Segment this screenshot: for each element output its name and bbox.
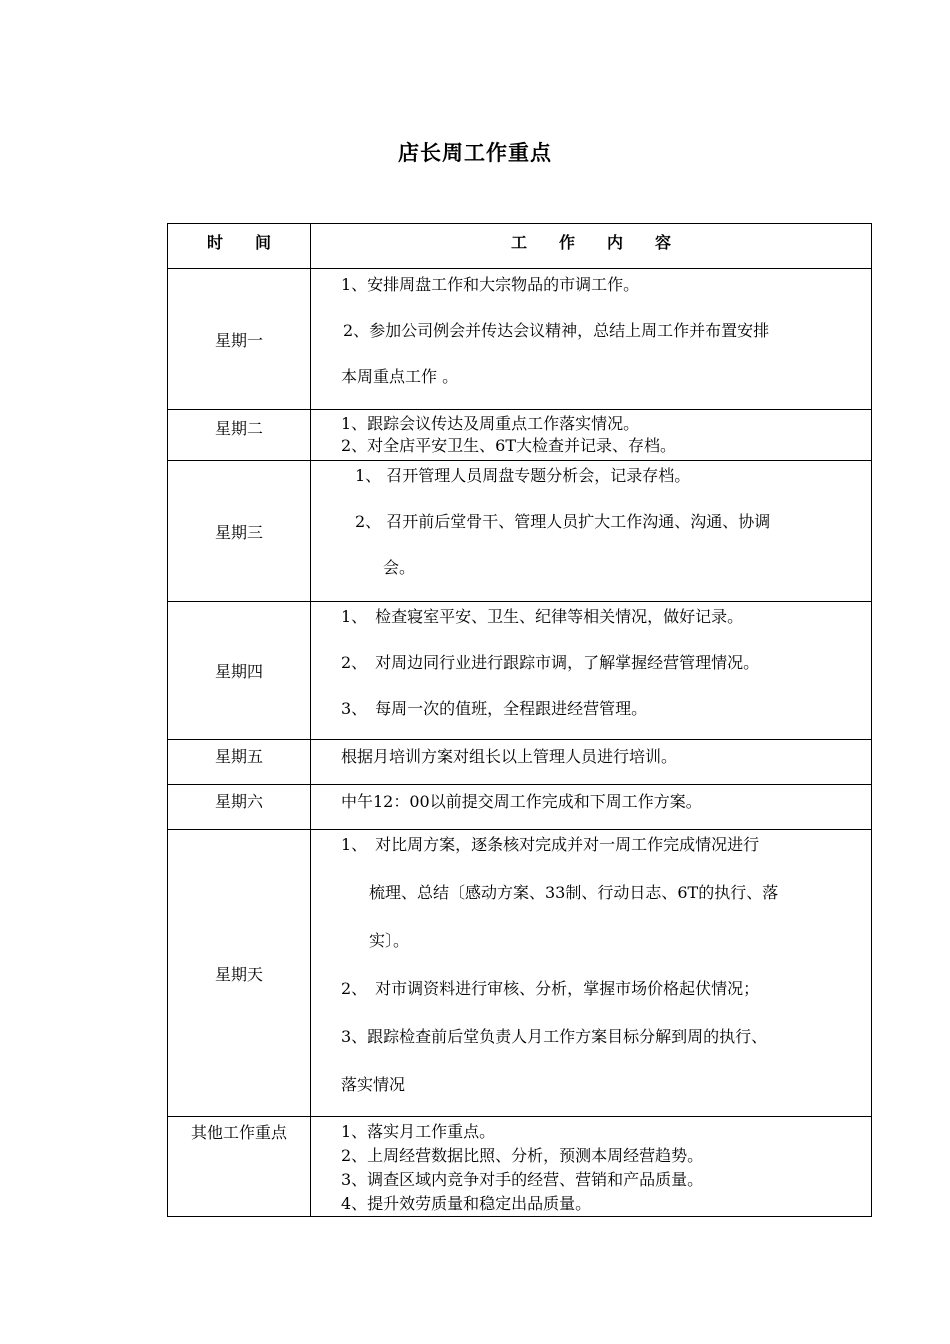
day-cell: 星期天 (168, 830, 311, 1117)
content-line: 4、提升效劳质量和稳定出品质量。 (341, 1194, 592, 1213)
content-line: 3、 每周一次的值班，全程跟进经营管理。 (341, 699, 648, 718)
content-cell (311, 269, 872, 410)
day-cell: 星期五 (168, 740, 311, 785)
content-cell (311, 410, 872, 461)
content-cell (311, 1117, 872, 1217)
table-row (168, 785, 872, 830)
content-line: 1、 召开管理人员周盘专题分析会，记录存档。 (355, 466, 691, 485)
content-cell (311, 830, 872, 1117)
content-cell (311, 602, 872, 740)
content-line: 1、落实月工作重点。 (341, 1122, 496, 1141)
content-line: 1、安排周盘工作和大宗物品的市调工作。 (341, 275, 640, 294)
content-line: 2、参加公司例会并传达会议精神，总结上周工作并布置安排 (343, 321, 770, 340)
content-line: 会。 (383, 558, 416, 577)
table-row (168, 830, 872, 1117)
content-cell (311, 740, 872, 785)
day-cell: 星期二 (168, 410, 311, 461)
content-line: 落实情况 (341, 1075, 406, 1094)
header-time: 时 间 (168, 224, 311, 269)
content-line: 1、跟踪会议传达及周重点工作落实情况。 (341, 414, 640, 433)
table-row (168, 602, 872, 740)
content-line: 实〕。 (369, 931, 410, 950)
table-row (168, 461, 872, 602)
day-cell: 星期三 (168, 461, 311, 602)
day-cell: 其他工作重点 (168, 1117, 311, 1217)
day-cell: 星期一 (168, 269, 311, 410)
table-row (168, 410, 872, 461)
content-cell (311, 461, 872, 602)
table-header-row (168, 224, 872, 269)
content-line: 3、调查区域内竞争对手的经营、营销和产品质量。 (341, 1170, 704, 1189)
content-line: 1、 对比周方案，逐条核对完成并对一周工作完成情况进行 (341, 835, 760, 854)
day-cell: 星期四 (168, 602, 311, 740)
day-cell: 星期六 (168, 785, 311, 830)
content-line: 根据月培训方案对组长以上管理人员进行培训。 (341, 747, 678, 766)
content-line: 2、对全店平安卫生、6T大检查并记录、存档。 (341, 436, 677, 455)
content-line: 2、 召开前后堂骨干、管理人员扩大工作沟通、沟通、协调 (355, 512, 771, 531)
page-title: 店长周工作重点 (398, 140, 552, 165)
content-line: 中午12：00以前提交周工作完成和下周工作方案。 (341, 792, 702, 811)
content-line: 梳理、总结〔感动方案、33制、行动日志、6T的执行、落 (369, 883, 779, 902)
content-line: 2、 对市调资料进行审核、分析，掌握市场价格起伏情况； (341, 979, 760, 998)
content-line: 2、上周经营数据比照、分析，预测本周经营趋势。 (341, 1146, 704, 1165)
table-row (168, 269, 872, 410)
weekly-plan-table (167, 223, 872, 1217)
content-cell (311, 785, 872, 830)
content-line: 3、跟踪检查前后堂负责人月工作方案目标分解到周的执行、 (341, 1027, 768, 1046)
content-line: 2、 对周边同行业进行跟踪市调，了解掌握经营管理情况。 (341, 653, 760, 672)
content-line: 本周重点工作 。 (341, 367, 459, 386)
table-row (168, 1117, 872, 1217)
table-row (168, 740, 872, 785)
content-line: 1、 检查寝室平安、卫生、纪律等相关情况，做好记录。 (341, 607, 744, 626)
header-content: 工 作 内 容 (311, 224, 872, 269)
